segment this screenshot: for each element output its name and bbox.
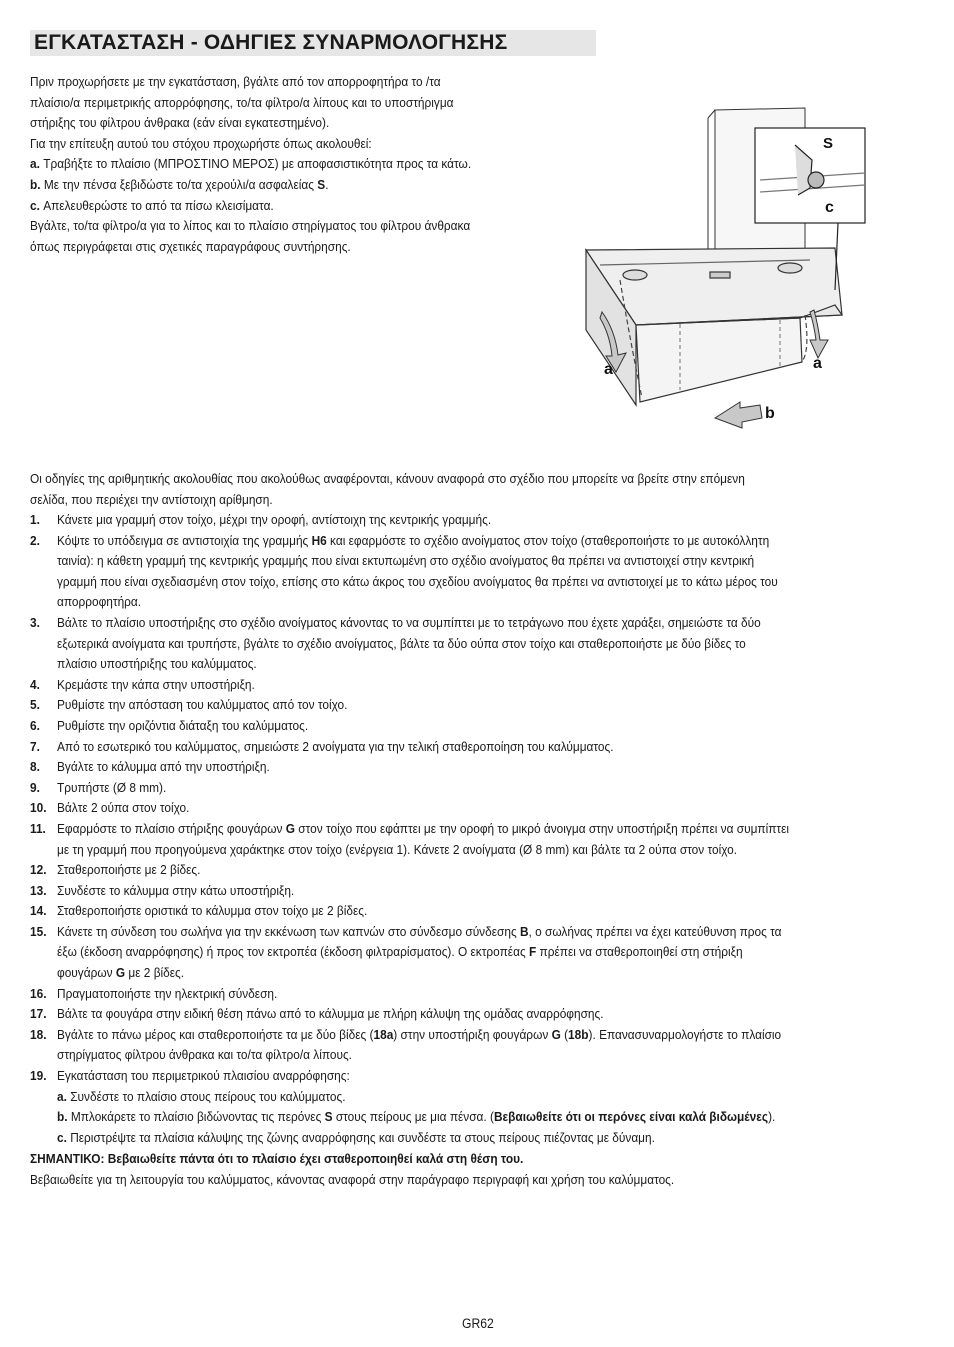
step-11 <box>30 819 950 860</box>
step-6 <box>30 716 950 737</box>
step-text: Ρυθμίστε την οριζόντια διάταξη του καλύμματος. <box>57 717 309 733</box>
substep-bold: Βεβαιωθείτε ότι οι περόνες είναι καλά βιδωμένες <box>493 1109 769 1125</box>
intro-line: στήριξης του φίλτρου άνθρακα (εάν είναι εγκατεστημένο). <box>30 115 330 131</box>
step-10 <box>30 798 950 819</box>
step-text-bold: F <box>528 944 537 960</box>
step-number: 16. <box>30 985 47 1001</box>
page-number: GR62 <box>462 1316 494 1331</box>
substep-a <box>57 1087 861 1108</box>
step-text: Κάνετε μια γραμμή στον τοίχο, μέχρι την οροφή, αντίστοιχη της κεντρικής γραμμής. <box>57 512 492 527</box>
label-a-left: a <box>604 361 613 378</box>
step-text-part: , ο σωλήνας πρέπει να έχει κατεύθυνση προς τα <box>528 923 782 939</box>
step-18 <box>30 1025 950 1066</box>
final-text: Βεβαιωθείτε για τη λειτουργία του καλύμματος, κάνοντας αναφορά στην παράγραφο περιγραφή και χρήση του καλύμματος. <box>30 1172 675 1187</box>
step-text-bold: H6 <box>311 532 327 548</box>
step-1 <box>30 510 950 531</box>
intro-step-c <box>30 196 525 217</box>
step-c-text: Απελευθερώστε το από τα πίσω κλεισίματα. <box>39 197 274 213</box>
step-17 <box>30 1004 950 1025</box>
step-c-label: c. <box>30 197 40 213</box>
label-c: c <box>825 199 834 216</box>
intro-line: πλαίσιο/α περιμετρικής απορρόφησης, το/τα φίλτρο/α λίπους και το υποστήριγμα <box>30 94 454 110</box>
step-text-part: με 2 βίδες. <box>125 965 185 981</box>
steps-list <box>30 510 950 1148</box>
substep-text: στους πείρους με μια πένσα. ( <box>332 1109 494 1125</box>
notes-line: σελίδα, που περιέχει την αντίστοιχη αρίθμηση. <box>30 491 273 507</box>
step-text: Βγάλτε το κάλυμμα από την υποστήριξη. <box>57 759 270 775</box>
step-text-part: ). Επανασυναρμολογήστε το πλαίσιο <box>588 1026 782 1042</box>
step-number: 13. <box>30 882 47 898</box>
substep-label: a. <box>57 1088 67 1104</box>
step-number: 2. <box>30 532 40 548</box>
step-text-bold: B <box>519 923 529 939</box>
step-text: Από το εσωτερικό του καλύμματος, σημειώστε 2 ανοίγματα για την τελική σταθεροποίηση του καλύμματος. <box>57 738 614 754</box>
step-text: Συνδέστε το κάλυμμα στην κάτω υποστήριξη. <box>57 882 295 898</box>
step-text: Εγκατάσταση του περιμετρικού πλαισίου αναρρόφησης: <box>57 1068 350 1084</box>
substep-b <box>57 1107 861 1128</box>
step-5 <box>30 695 950 716</box>
step-text: πλαίσιο υποστήριξης του καλύμματος. <box>57 656 257 672</box>
step-number: 3. <box>30 614 40 630</box>
step-text-part: έξω (έκδοση αναρρόφησης) ή προς τον εκτροπέα (έκδοση φιλτραρίσματος). Ο εκτροπέας <box>57 944 529 960</box>
step-text <box>57 963 861 984</box>
step-text-part: ) στην υποστήριξη φουγάρων <box>393 1026 552 1042</box>
step-text: Βάλτε τα φουγάρα στην ειδική θέση πάνω από το κάλυμμα με πλήρη κάλυψη της ομάδας αναρρόφησης. <box>57 1006 604 1022</box>
substep-label: b. <box>57 1109 68 1125</box>
step-text: Ρυθμίστε την απόσταση του καλύμματος από τον τοίχο. <box>57 697 348 713</box>
substep-c <box>57 1128 861 1149</box>
sequence-notes <box>30 469 950 510</box>
step-text: Βάλτε 2 ούπα στον τοίχο. <box>57 800 190 816</box>
label-s: S <box>823 135 834 152</box>
step-number: 12. <box>30 862 47 878</box>
step-number: 6. <box>30 717 40 733</box>
step-text: Σταθεροποιήστε με 2 βίδες. <box>57 862 201 878</box>
intro-text <box>30 72 580 257</box>
step-12 <box>30 860 950 881</box>
step-a-label: a. <box>30 156 40 172</box>
step-13 <box>30 881 950 902</box>
step-text-part: φουγάρων <box>57 965 116 981</box>
step-text-bold: G <box>115 965 126 981</box>
step-text: Σταθεροποιήστε οριστικά το κάλυμμα στον τοίχο με 2 βίδες. <box>57 903 368 919</box>
step-text-part: Κόψτε το υπόδειγμα σε αντιστοιχία της γραμμής <box>57 532 312 548</box>
final-note <box>30 1170 950 1191</box>
step-number: 10. <box>30 800 47 816</box>
step-text-part: Βγάλτε το πάνω μέρος και σταθεροποιήστε τα με δύο βίδες ( <box>57 1026 374 1042</box>
hood-diagram <box>580 100 880 440</box>
step-number: 9. <box>30 779 40 795</box>
step-text <box>57 922 861 943</box>
step-text: με τη γραμμή που προηγούμενα χαράκτηκε στον τοίχο (ενέργεια 1). Κάνετε 2 ανοίγματα (Ø 8 mm) και βάλτε τα 2 ούπα στον τοίχο. <box>57 841 738 857</box>
step-text <box>57 531 861 552</box>
intro-step-a <box>30 154 525 175</box>
step-text-bold: G <box>285 820 296 836</box>
step-text-bold: 18a <box>373 1026 394 1042</box>
step-text-part: Κάνετε τη σύνδεση του σωλήνα για την εκκένωση των καπνών στο σύνδεσμο σύνδεσης <box>57 923 520 939</box>
substep-text: Μπλοκάρετε το πλαίσιο βιδώνοντας τις περόνες <box>67 1109 325 1125</box>
step-b-text: Με την πένσα ξεβιδώστε το/τα χερούλι/α ασφαλείας <box>40 176 318 192</box>
step-text <box>57 819 861 840</box>
step-4 <box>30 675 950 696</box>
arrow-b <box>715 402 762 428</box>
step-number: 19. <box>30 1068 47 1084</box>
step-number: 7. <box>30 738 40 754</box>
step-text-bold: 18b <box>568 1026 589 1042</box>
step-b-end: . <box>325 176 329 192</box>
page-title: ΕΓΚΑΤΑΣΤΑΣΗ - ΟΔΗΓΙΕΣ ΣΥΝΑΡΜΟΛΟΓΗΣΗΣ <box>30 30 596 56</box>
step-b-bold: S <box>317 176 326 192</box>
intro-line: Για την επίτευξη αυτού του στόχου προχωρήστε όπως ακολουθεί: <box>30 135 372 151</box>
step-number: 15. <box>30 923 47 939</box>
label-b: b <box>765 405 775 422</box>
step-16 <box>30 984 950 1005</box>
intro-line: όπως περιγράφεται στις σχετικές παραγράφους συντήρησης. <box>30 238 351 254</box>
step-number: 5. <box>30 697 40 713</box>
substep-text: Συνδέστε το πλαίσιο στους πείρους του καλύμματος. <box>66 1088 346 1104</box>
step-text <box>57 942 861 963</box>
substep-text: ). <box>768 1109 776 1125</box>
step-number: 17. <box>30 1006 47 1022</box>
intro-line: Πριν προχωρήσετε με την εγκατάσταση, βγάλτε από τον απορροφητήρα το /τα <box>30 74 441 89</box>
step-text: Τρυπήστε (Ø 8 mm). <box>57 779 167 795</box>
step-text: ταινία): η κάθετη γραμμή της κεντρικής γραμμής που είναι εκτυπωμένη στο σχέδιο ανοίγματος θα πρέπει να αντιστοιχεί στην κεντρική <box>57 553 755 569</box>
step-number: 1. <box>30 512 40 527</box>
step-text: Κρεμάστε την κάπα στην υποστήριξη. <box>57 676 255 692</box>
step-15 <box>30 922 950 984</box>
step-19 <box>30 1066 950 1148</box>
step-text: γραμμή που είναι σχεδιασμένη στον τοίχο, επίσης στο κάτω άκρος του σχεδίου ανοίγματος θα πρέπει να αντιστοιχεί με το κάτω μέρος του <box>57 573 778 589</box>
step-text: στηρίγματος φίλτρου άνθρακα και το/τα φίλτρο/α λίπους. <box>57 1047 352 1063</box>
step-7 <box>30 737 950 758</box>
step-text-part: πρέπει να σταθεροποιηθεί στη στήριξη <box>536 944 743 960</box>
label-a-right: a <box>813 355 822 372</box>
step-14 <box>30 901 950 922</box>
step-text-part: ( <box>560 1026 569 1042</box>
step-text: Βάλτε το πλαίσιο υποστήριξης στο σχέδιο ανοίγματος κάνοντας το να συμπίπτει με το τετράγωνο που έχετε χαράξει, σημειώστε τα δύο <box>57 614 761 630</box>
intro-step-b <box>30 175 525 196</box>
intro-line: Βγάλτε, το/τα φίλτρο/α για το λίπος και το πλαίσιο στηρίγματος του φίλτρου άνθρακα <box>30 218 471 234</box>
arrow-a-right <box>810 310 828 358</box>
step-text: εξωτερικά ανοίγματα και τρυπήστε, βγάλτε το σχέδιο ανοίγματος, βάλτε τα δύο ούπα στον τοίχο και σταθεροποιήστε με δύο βίδες το <box>57 635 746 651</box>
step-number: 11. <box>30 820 46 836</box>
substep-bold: S <box>324 1109 333 1125</box>
step-number: 4. <box>30 676 40 692</box>
step-text-part: και εφαρμόστε το σχέδιο ανοίγματος στον τοίχο (σταθεροποιήστε το με αυτοκόλλητη <box>326 532 770 548</box>
step-text-part: Εφαρμόστε το πλαίσιο στήριξης φουγάρων <box>57 820 286 836</box>
important-note <box>30 1149 950 1170</box>
substep-text: Περιστρέψτε τα πλαίσια κάλυψης της ζώνης αναρρόφησης και συνδέστε τα στους πείρους πιέζοντας με δύναμη. <box>66 1129 655 1145</box>
step-text: Πραγματοποιήστε την ηλεκτρική σύνδεση. <box>57 985 278 1001</box>
substep-label: c. <box>57 1129 67 1145</box>
step-text: απορροφητήρα. <box>57 594 142 610</box>
step-text <box>57 1025 861 1046</box>
important-text: ΣΗΜΑΝΤΙΚΟ: Βεβαιωθείτε πάντα ότι το πλαίσιο έχει σταθεροποιηθεί καλά στη θέση του. <box>30 1151 524 1166</box>
step-b-label: b. <box>30 176 41 192</box>
step-number: 18. <box>30 1026 47 1042</box>
step-2 <box>30 531 950 613</box>
step-8 <box>30 757 950 778</box>
step-3 <box>30 613 950 675</box>
step-number: 8. <box>30 759 40 775</box>
step-a-text: Τραβήξτε το πλαίσιο (ΜΠΡΟΣΤΙΝΟ ΜΕΡΟΣ) με αποφασιστικότητα προς τα κάτω. <box>39 156 472 172</box>
step-number: 14. <box>30 903 47 919</box>
notes-line: Οι οδηγίες της αριθμητικής ακολουθίας που ακολούθως αναφέρονται, κάνουν αναφορά στο σχέδιο που μπορείτε να βρείτε στην επόμενη <box>30 471 745 486</box>
step-text-part: στον τοίχο που εφάπτει με την οροφή το μικρό άνοιγμα στην υποστήριξη πρέπει να συμπίπτει <box>295 820 790 836</box>
step-text-bold: G <box>551 1026 561 1042</box>
step-9 <box>30 778 950 799</box>
